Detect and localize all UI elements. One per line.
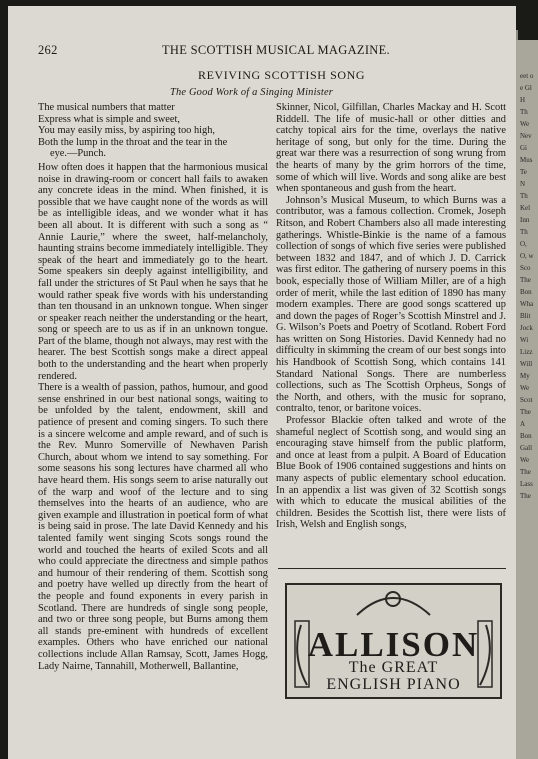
paragraph: Skinner, Nicol, Gilfillan, Charles Mackay and H. Scott Riddell. The life of music-hall or other ditties and catchy topical airs for the time, overlays the native heritage of song, but only for the time. During the great war there was a resurrection of song wrung from the hearts of many by the grim horrors of the time, some of which will live. Words and song alike are best when spontaneous and gush from the heart. xyxy=(276,102,506,195)
adjacent-page-fragment: The xyxy=(520,276,531,284)
adjacent-page-fragment: Th xyxy=(520,192,528,200)
adjacent-page-fragment: Bon xyxy=(520,432,532,440)
article-title: REVIVING SCOTTISH SONG xyxy=(198,68,366,82)
adjacent-page-fragment: Inn xyxy=(520,216,530,224)
poem-line: Express what is simple and sweet, xyxy=(38,113,180,125)
adjacent-page-fragment: Lass xyxy=(520,480,533,488)
ad-line-2: ENGLISH PIANO xyxy=(326,676,461,693)
adjacent-page-fragment: Wha xyxy=(520,300,534,308)
adjacent-page-fragment: The xyxy=(520,468,531,476)
adjacent-page-fragment: Th xyxy=(520,228,528,236)
adjacent-page-fragment: We xyxy=(520,384,530,392)
adjacent-page-fragment: The xyxy=(520,492,531,500)
poem-line: The musical numbers that matter xyxy=(38,102,175,113)
adjacent-page-fragment: Will xyxy=(520,360,533,368)
adjacent-page-fragment: Wi xyxy=(520,336,529,344)
running-title: THE SCOTTISH MUSICAL MAGAZINE. xyxy=(162,43,390,57)
adjacent-page-fragment: We xyxy=(520,120,530,128)
adjacent-page-fragment: Gi xyxy=(520,144,527,152)
page-number: 262 xyxy=(38,43,58,57)
divider xyxy=(278,568,506,569)
paragraph: How often does it happen that the harmonious musical noise in drawing-room or concert hall fails to awaken any concrete ideas in the mind. When finished, it is possible that we have caught none of the words as will be as intelligible ideas, and we wonder what it has been all about. It is different with such a song as “ Annie Laurie,” where the sweet, half-melancholy, haunting strains become immediately intelligible. They speak of the heart and immediately go to the heart. Some speakers sin deeply against intelligibility, and fall under the strictures of St Paul when he says that he would rather speak five words with his understanding than ten thousand in an unknown tongue. When singer or speaker reach neither the understanding or the heart, song or speech are to us as if in an unknown tongue. Part of the blame, though not always, may rest with the hearer. The best Scottish songs make a direct appeal both to the understanding and the heart when properly rendered. xyxy=(38,161,268,382)
paragraph: Professor Blackie often talked and wrote of the shameful neglect of Scottish song, and would sing an encouraging stave himself from the public platform, and once at least from a pulpit. A Board of Education Blue Book of 1906 contained suggestions and hints on many aspects of public elementary school education. In an appendix a list was given of 32 Scottish songs with which to educate the musical abilities of the children. Besides the Scottish list, there were lists of Irish, Welsh and English songs, xyxy=(276,415,506,531)
adjacent-page-fragment: Lizz xyxy=(520,348,533,356)
adjacent-page-fragment: Th xyxy=(520,108,528,116)
adjacent-page-fragment: Blit xyxy=(520,312,531,320)
adjacent-page-fragment: eet o xyxy=(520,72,534,80)
adjacent-page-fragment: O, xyxy=(520,240,527,248)
article-subtitle: The Good Work of a Singing Minister xyxy=(170,87,334,98)
paragraph: There is a wealth of passion, pathos, humour, and good sense enshrined in our best national songs, waiting to be unfolded by the talent, endowment, skill and patience of present and coming singers. To such there is a sincere welcome and ample reward, and of such is the Rev. Munro Somerville of Newhaven Parish Church, about whom we intend to say something. For some seasons his song lectures have charmed all who have heard them. His songs seem to arise naturally out of the warp and woof of the lecture and to sing themselves into the hearts of an audience, who are given example and illustration in poetical form of what is being said in prose. The late David Kennedy and his talented family went singing Scots songs round the world and touched the hearts of exiled Scots and all who could appreciate the directness and simple pathos and humour of their rendering of them. Scottish song and poetry have welled up directly from the heart of the people and found exponents in every parish in Scotland. There are hundreds of single song people, and two or three song people, but Burns among them all stands pre-eminent with hundreds of excellent examples. Others who have enriched our national collections include Allan Ramsay, Scott, James Hogg, Lady Nairne, Tannahill, Motherwell, Ballantine, xyxy=(38,382,268,672)
adjacent-page-text xyxy=(520,70,538,502)
adjacent-page-fragment: Bon xyxy=(520,288,532,296)
adjacent-page-fragment: O, w xyxy=(520,252,534,260)
adjacent-page-fragment: N xyxy=(520,180,526,188)
adjacent-page-fragment: Te xyxy=(520,168,527,176)
paragraph: Johnson’s Musical Museum, to which Burns was a contributor, was a famous collection. Cromek, Joseph Ritson, and Robert Chambers also all made interesting gatherings. Whistle-Binkie is the name of a famous collection of songs of which five series were published between 1832 and 1847, and of which J. D. Carrick was first editor. The gathering of nursery poems in this book, especially those of William Miller, are of a high order of merit, while the last edition of 1890 has many modern examples. There are good songs scattered up and down the pages of Roger’s Scottish Minstrel and J. G. Wilson’s Poets and Poetry of Scotland. Robert Ford has written on Song Histories. David Kennedy had no difficulty in skimming the cream of our best songs into his Handbook of Scottish Song, which contains 141 Standard National Songs. There are numberless collections, such as The Scottish Orpheus, Songs of the North, and others, with the music for soprano, contralto, tenor, or baritone voices. xyxy=(276,194,506,415)
right-column xyxy=(276,102,506,531)
left-column xyxy=(38,102,268,672)
adjacent-page-fragment: Jock xyxy=(520,324,533,332)
poem-line: You may easily miss, by aspiring too high, xyxy=(38,125,216,137)
allison-piano-advertisement xyxy=(285,583,502,699)
adjacent-page-fragment: A xyxy=(520,420,526,428)
adjacent-page-fragment: We xyxy=(520,456,530,464)
ad-brand: ALLISON xyxy=(307,625,480,664)
epigraph-poem xyxy=(38,102,268,160)
adjacent-page-fragment: Sco xyxy=(520,264,531,272)
adjacent-page-fragment: Gall xyxy=(520,444,533,452)
ad-line-1: The GREAT xyxy=(348,659,439,676)
adjacent-page-fragment: Mus xyxy=(520,156,533,164)
poem-line: Both the lump in the throat and the tear in the xyxy=(38,136,228,148)
adjacent-page-fragment: The xyxy=(520,408,531,416)
adjacent-page-fragment: Nev xyxy=(520,132,532,140)
adjacent-page-fragment: My xyxy=(520,372,530,380)
adjacent-page-fragment: H xyxy=(520,96,526,104)
adjacent-page-fragment: e Gl xyxy=(520,84,532,92)
poem-line: eye.—Punch. xyxy=(50,148,106,160)
adjacent-page-fragment: Scot xyxy=(520,396,533,404)
adjacent-page-fragment: Kel xyxy=(520,204,531,212)
